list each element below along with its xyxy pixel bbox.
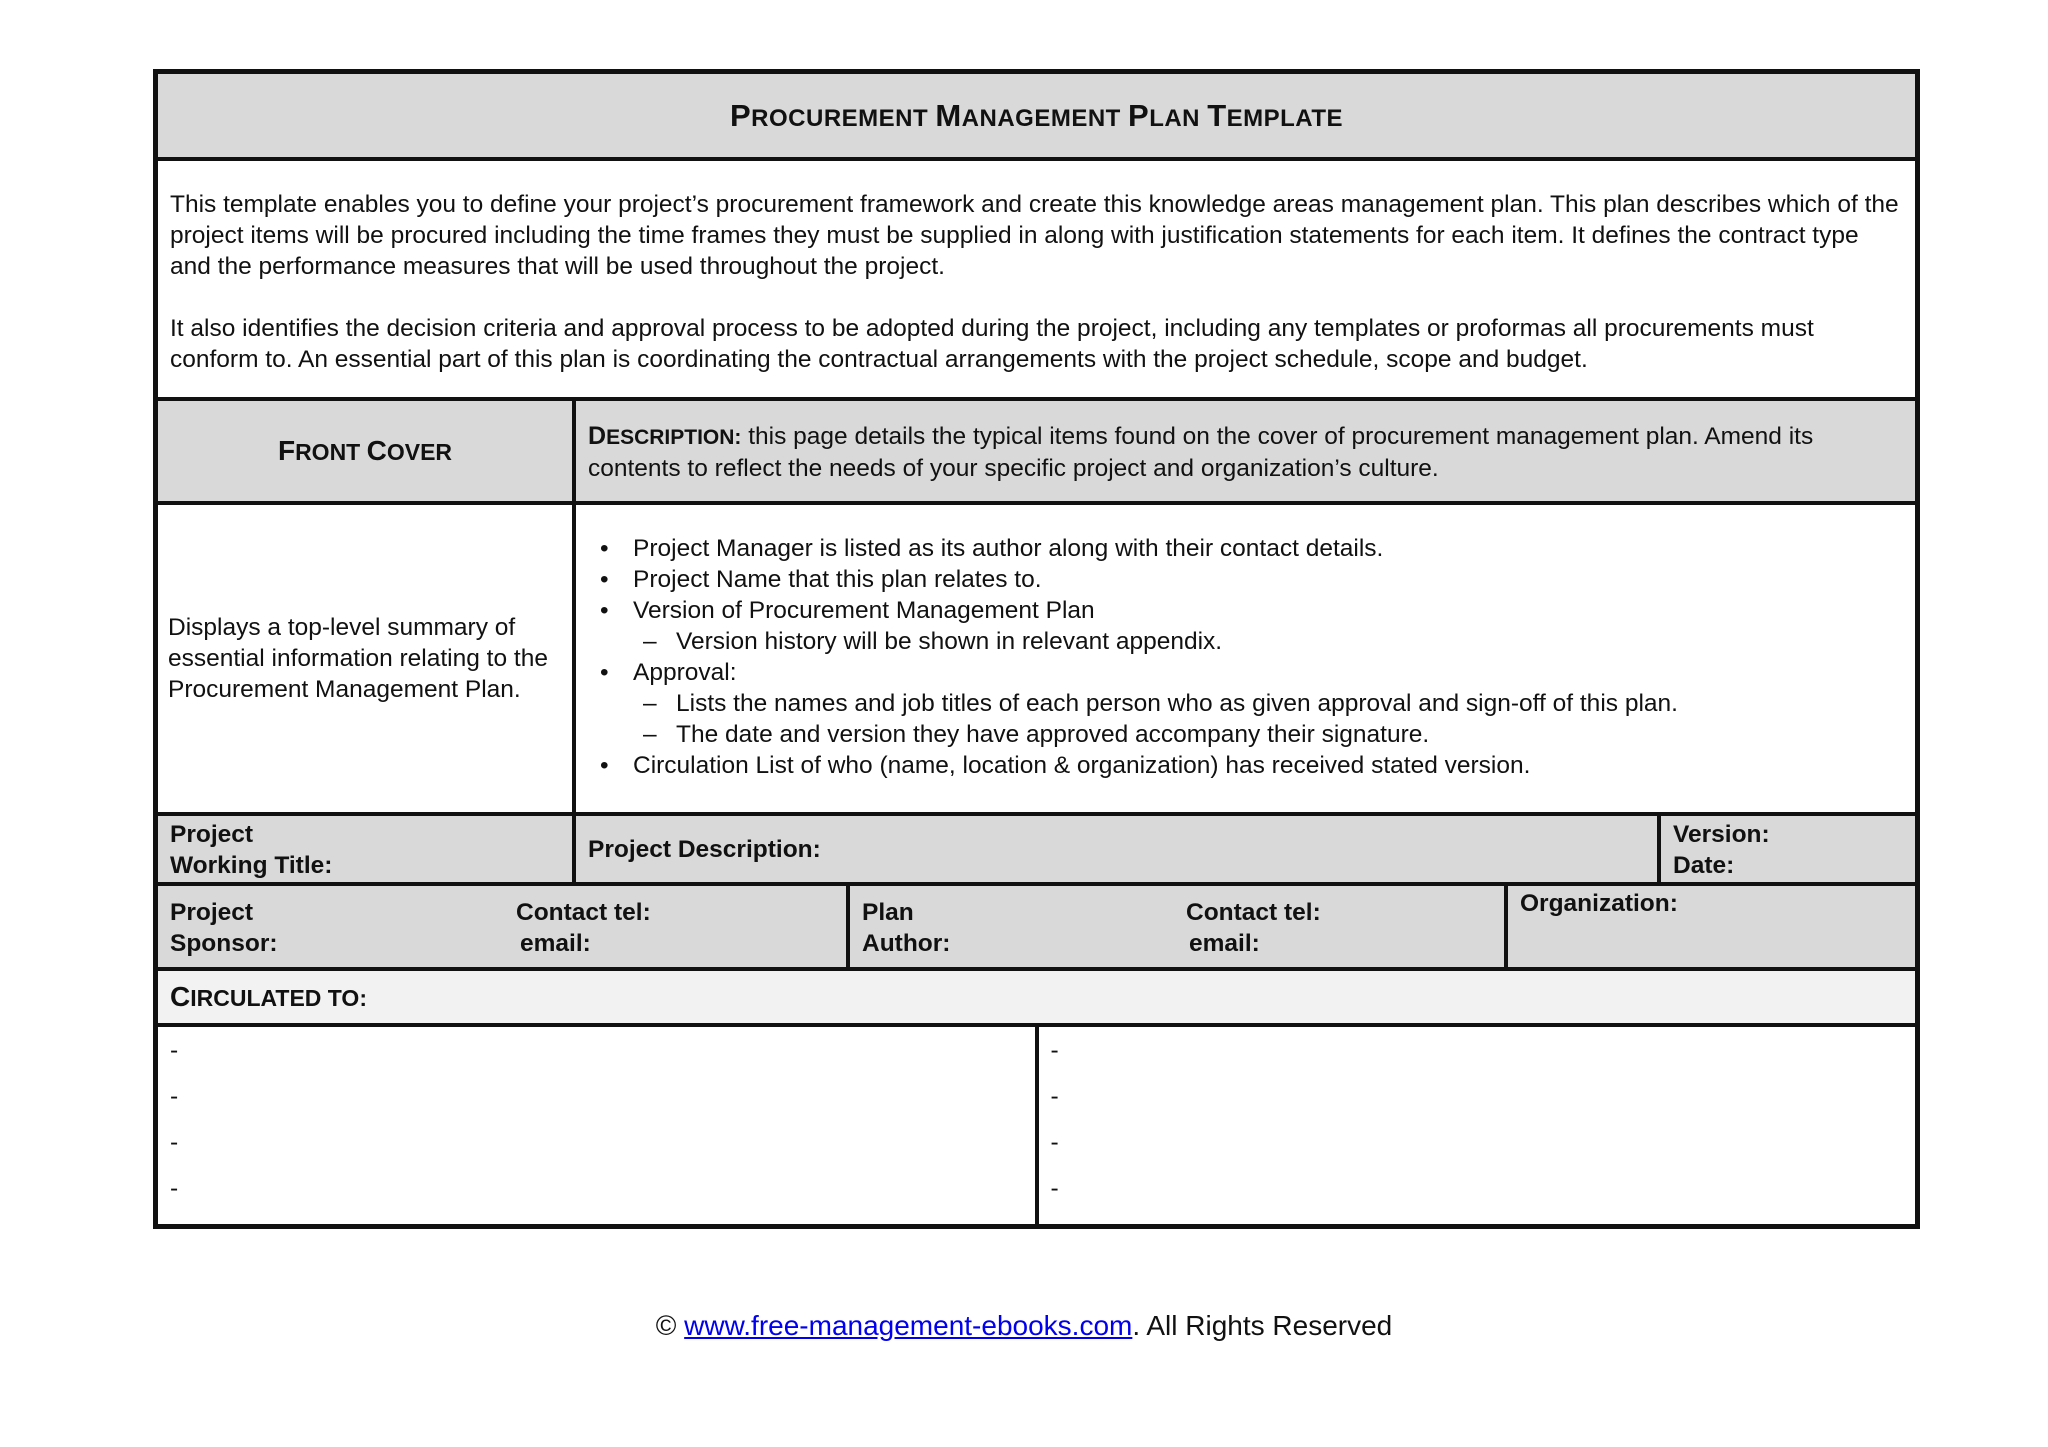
sub-list-item (588, 719, 1903, 750)
sub-list-item (588, 626, 1903, 657)
list-item: - (170, 1175, 179, 1202)
list-item-text: Project Name that this plan relates to. (633, 566, 1042, 593)
website-link[interactable]: www.free-management-ebooks.com (684, 1310, 1133, 1341)
list-item: - (1050, 1083, 1059, 1110)
circulated-label (170, 981, 367, 1013)
field-label: Author: (862, 930, 951, 957)
front-cover-description (572, 401, 1915, 501)
bullet-list (572, 505, 1915, 812)
label-text: RONT (295, 439, 361, 465)
description-text: this page details the typical items found on the cover of procurement management plan. Amend its contents to reflect the needs of your specific project and organization’s culture. (588, 423, 1814, 482)
circulated-to-header (158, 967, 1915, 1023)
bullet-icon: • (600, 566, 609, 593)
list-item (588, 750, 1903, 781)
title-cap: T (1207, 97, 1227, 133)
list-item-text: Circulation List of who (name, location & organization) has received stated version. (633, 752, 1531, 779)
title-cap: M (935, 97, 962, 133)
working-title-field[interactable] (158, 816, 572, 882)
dash-icon: – (643, 690, 657, 717)
circulation-column-right[interactable] (1035, 1027, 1916, 1224)
list-item-text: Project Manager is listed as its author along with their contact details. (633, 535, 1384, 562)
title-bar (158, 74, 1915, 157)
circulation-list (158, 1023, 1915, 1224)
field-label: Sponsor: (170, 930, 278, 957)
organization-field[interactable] (1504, 886, 1915, 967)
field-label: Version: (1673, 821, 1770, 848)
sub-list-item (588, 688, 1903, 719)
circulation-column-left[interactable] (158, 1027, 1035, 1224)
title-cap: P (1128, 97, 1150, 133)
field-label: email: (520, 930, 591, 957)
intro-paragraph-1: This template enables you to define your project’s procurement framework and create this knowledge areas management plan. This plan describes which of the project items will be procured including the time frames they must be supplied in along with justification statements for each item. It defines the contract type and the performance measures that will be used throughout the project. (170, 191, 1899, 280)
list-item (588, 657, 1903, 688)
list-item (588, 533, 1903, 564)
bullet-icon: • (600, 752, 609, 779)
footer (0, 1310, 2048, 1342)
list-item (588, 595, 1903, 626)
list-item: - (1050, 1175, 1059, 1202)
field-label: Contact tel: (516, 899, 651, 926)
label-cap: F (277, 435, 296, 466)
bullet-icon: • (600, 597, 609, 624)
label-text: ESCRIPTION: (606, 426, 742, 449)
intro-paragraph-2: It also identifies the decision criteria and approval process to be adopted during the project, including any templates or proformas all procurements must conform to. An essential part of this plan is coordinating the contractual arrangements with the project schedule, scope and budget. (170, 315, 1814, 373)
list-item-text: Version of Procurement Management Plan (633, 597, 1095, 624)
intro-text (170, 189, 1903, 375)
list-item: - (1050, 1037, 1059, 1064)
contacts-row (158, 882, 1915, 967)
field-label: Project Description: (588, 835, 821, 863)
title-cap: P (729, 97, 752, 133)
list-item: - (1050, 1129, 1059, 1156)
field-label: Project (170, 821, 254, 848)
label-cap: C (170, 981, 191, 1012)
title-text: EMPLATE (1226, 104, 1344, 132)
sponsor-field[interactable] (158, 886, 846, 967)
title-text: ANAGEMENT (961, 104, 1121, 132)
label-cap: C (366, 435, 387, 466)
field-label: Date: (1673, 852, 1735, 879)
list-item-text: Version history will be shown in relevant appendix. (676, 628, 1223, 655)
title-text: LAN (1149, 104, 1201, 132)
project-info-row (158, 812, 1915, 882)
section-label (278, 435, 452, 467)
label-text: OVER (386, 439, 453, 465)
dash-icon: – (643, 628, 657, 655)
dash-icon: – (643, 721, 657, 748)
author-contact (1186, 897, 1321, 959)
front-cover-body (158, 501, 1915, 812)
title-text: ROCUREMENT (751, 104, 929, 132)
sponsor-contact (516, 897, 651, 959)
label-cap: D (588, 422, 607, 450)
field-label: email: (1189, 930, 1260, 957)
list-item: - (170, 1083, 179, 1110)
field-label: Contact tel: (1186, 899, 1321, 926)
copyright-icon: © (655, 1310, 677, 1341)
front-cover-header (158, 397, 1915, 501)
author-field[interactable] (846, 886, 1504, 967)
procurement-plan-template (153, 69, 1920, 1229)
bullet-icon: • (600, 659, 609, 686)
page-title (730, 98, 1343, 134)
list-item: - (170, 1037, 179, 1064)
front-cover-label (158, 401, 572, 501)
list-item-text: The date and version they have approved accompany their signature. (676, 721, 1430, 748)
rights-text: . All Rights Reserved (1132, 1310, 1393, 1341)
list-item: - (170, 1129, 179, 1156)
label-text: IRCULATED TO: (190, 985, 367, 1011)
bullet-icon: • (600, 535, 609, 562)
description-label (588, 422, 742, 450)
field-label: Organization: (1520, 890, 1678, 917)
list-item-text: Approval: (633, 659, 737, 686)
field-label: Working Title: (170, 852, 333, 879)
intro-section (158, 157, 1915, 397)
version-date-field[interactable] (1657, 816, 1915, 882)
list-item (588, 564, 1903, 595)
list-item-text: Lists the names and job titles of each person who as given approval and sign-off of this plan. (676, 690, 1678, 717)
summary-text: Displays a top-level summary of essential information relating to the Procurement Management Plan. (168, 614, 548, 703)
field-label: Plan (862, 899, 914, 926)
project-description-field[interactable] (572, 816, 1657, 882)
field-label: Project (170, 899, 254, 926)
